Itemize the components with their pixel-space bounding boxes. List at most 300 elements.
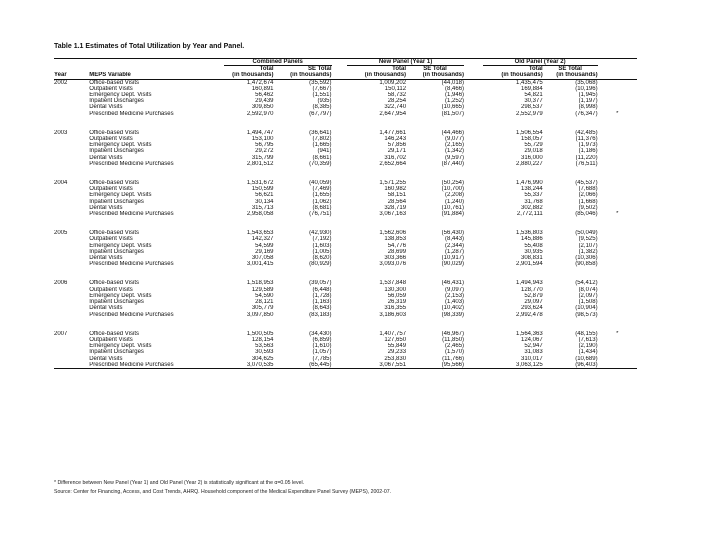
combined-se-cell: (39,057) [309, 280, 332, 287]
old-total-cell: 2,772,111 [516, 211, 543, 218]
old-se-cell: (1,434) [578, 349, 598, 356]
old-total-cell: 1,506,554 [516, 129, 543, 136]
variable-name: Prescribed Medicine Purchases [89, 211, 174, 218]
old-total-cell: 1,494,943 [516, 280, 543, 287]
combined-se-cell: (8,385) [312, 104, 332, 111]
new-se-cell: (46,967) [441, 330, 465, 337]
variable-name: Outpatient Visits [89, 236, 133, 243]
old-se-cell: (96,403) [543, 362, 598, 369]
new-se-cell: (46,431) [441, 280, 465, 287]
old-total-cell: 302,882 [521, 204, 543, 211]
old-se-cell: (98,573) [575, 311, 598, 318]
combined-se-cell: (1,163) [312, 299, 332, 306]
variable-name: Inpatient Discharges [89, 198, 144, 205]
new-total-cell: 58,151 [387, 192, 407, 199]
significance-marker [598, 362, 637, 369]
combined-se-cell: (40,059) [309, 180, 332, 187]
year-gap [54, 267, 637, 280]
col-header-unit: (in thousands) [483, 72, 543, 79]
combined-total-cell: 56,621 [255, 192, 274, 199]
combined-total-cell: 305,779 [251, 305, 274, 312]
old-se-cell: (10,306) [575, 255, 598, 262]
combined-total-cell: 56,795 [255, 142, 274, 149]
combined-se-cell: (7,785) [312, 355, 332, 362]
old-total-cell: 29,018 [524, 148, 543, 155]
new-se-cell: (9,077) [445, 136, 465, 143]
old-se-cell: (50,049) [575, 230, 598, 237]
year-gap [54, 318, 637, 331]
combined-se-cell: (1,057) [312, 349, 332, 356]
old-se-cell: (11,220) [575, 154, 598, 161]
old-se-cell: (10,196) [575, 85, 598, 92]
col-header-se-total: SE Total [423, 66, 447, 73]
variable-name: Emergency Dept. Visits [89, 343, 152, 350]
new-total-cell: 1,009,202 [379, 79, 407, 86]
old-se-cell: (10,904) [575, 305, 598, 312]
col-header-se-total: SE Total [307, 66, 332, 73]
combined-total-cell: 142,327 [251, 236, 274, 243]
combined-total-cell: 307,058 [251, 255, 274, 262]
utilization-table [54, 58, 637, 369]
new-se-cell: (10,700) [441, 186, 465, 193]
variable-name: Office-based Visits [89, 280, 140, 287]
variable-name: Prescribed Medicine Purchases [89, 160, 174, 167]
col-header-total: Total [259, 66, 274, 73]
new-se-cell: (10,402) [441, 305, 465, 312]
new-total-cell: 29,233 [387, 349, 407, 356]
variable-name: Emergency Dept. Visits [89, 142, 152, 149]
new-total-cell: 28,699 [387, 248, 407, 255]
new-se-cell: (1,287) [445, 248, 465, 255]
old-total-cell: 2,552,979 [516, 110, 543, 117]
new-total-cell: 26,319 [387, 299, 407, 306]
combined-se-cell: (36,641) [309, 129, 332, 136]
new-total-cell: 322,740 [384, 104, 407, 111]
old-total-cell: 1,536,803 [516, 230, 543, 237]
variable-name: Emergency Dept. Visits [89, 242, 152, 249]
new-se-cell: (87,440) [441, 160, 465, 167]
new-total-cell: 1,571,255 [379, 180, 407, 187]
variable-name: Outpatient Visits [89, 136, 133, 143]
old-total-cell: 158,057 [521, 136, 543, 143]
col-header-total: Total [528, 66, 543, 73]
table-row [54, 79, 637, 86]
new-total-cell: 28,564 [387, 198, 407, 205]
old-total-cell: 169,884 [521, 85, 543, 92]
variable-name: Dental Visits [89, 104, 123, 111]
new-total-cell: 328,719 [384, 204, 407, 211]
variable-name: Office-based Visits [89, 129, 140, 136]
year-label: 2005 [54, 230, 68, 237]
old-se-cell: (2,190) [578, 343, 598, 350]
year-gap [54, 117, 637, 130]
year-gap [54, 217, 637, 230]
combined-total-cell: 1,518,953 [246, 280, 274, 287]
table-row [54, 362, 637, 369]
combined-se-cell: (8,643) [312, 305, 332, 312]
variable-name: Outpatient Visits [89, 286, 133, 293]
old-total-cell: 31,083 [524, 349, 543, 356]
combined-se-cell: (1,005) [312, 248, 332, 255]
combined-total-cell: 1,494,747 [246, 129, 274, 136]
combined-se-cell: (6,859) [312, 336, 332, 343]
combined-se-cell: (67,797) [309, 110, 332, 117]
spacer-cell [54, 167, 637, 180]
old-se-cell: (8,074) [578, 286, 598, 293]
significance-footnote: * Difference between New Panel (Year 1) and Old Panel (Year 2) is statistically significant at the α=0.05 level. [54, 480, 305, 486]
combined-se-cell: (76,751) [309, 211, 332, 218]
variable-name: Inpatient Discharges [89, 148, 144, 155]
new-se-cell: (11,850) [442, 336, 465, 343]
new-total-cell: 130,300 [384, 286, 407, 293]
new-total-cell: 58,732 [387, 92, 407, 99]
combined-total-cell: 129,589 [251, 286, 274, 293]
col-header-unit: (in thousands) [543, 72, 598, 79]
source-note: Source: Center for Financing, Access, and Cost Trends, AHRQ. Household component of the Medical Expenditure Panel Survey (MEPS), 2002-07. [54, 489, 392, 495]
combined-total-cell: 53,563 [255, 343, 274, 350]
new-total-cell: 316,355 [384, 305, 407, 312]
old-total-cell: 31,768 [524, 198, 543, 205]
new-se-cell: (2,153) [445, 292, 465, 299]
new-se-cell: (2,344) [445, 242, 465, 249]
old-se-cell: (9,502) [578, 204, 598, 211]
combined-se-cell: (1,603) [312, 242, 332, 249]
new-total-cell: 138,853 [384, 236, 407, 243]
table-body [54, 79, 637, 368]
spacer-cell [464, 362, 483, 369]
new-se-cell: (90,029) [441, 261, 465, 268]
new-se-cell: (1,252) [445, 98, 465, 105]
spacer-cell [332, 362, 348, 369]
combined-total-cell: 28,121 [255, 299, 274, 306]
old-se-cell: (7,613) [578, 336, 598, 343]
combined-total-cell: 153,100 [251, 136, 274, 143]
combined-se-cell: (34,430) [309, 330, 332, 337]
combined-total-cell: 3,070,535 [224, 362, 274, 369]
significance-marker [598, 79, 637, 86]
old-se-cell: (1,197) [578, 98, 598, 105]
variable-name: Prescribed Medicine Purchases [89, 261, 174, 268]
panel-header-new: New Panel (Year 1) [347, 59, 464, 66]
new-se-cell: (10,761) [441, 204, 465, 211]
combined-se-cell: (1,655) [312, 192, 332, 199]
new-se-cell: (8,443) [445, 236, 465, 243]
old-se-cell: (2,097) [578, 292, 598, 299]
combined-total-cell: 54,599 [255, 242, 274, 249]
new-total-cell: 150,112 [384, 85, 407, 92]
variable-name: Inpatient Discharges [89, 299, 144, 306]
old-se-cell: (7,688) [578, 186, 598, 193]
variable-name: Inpatient Discharges [89, 248, 144, 255]
old-total-cell: 30,377 [524, 98, 543, 105]
combined-se-cell: (935) [317, 98, 332, 105]
panel-header-combined: Combined Panels [224, 59, 332, 66]
col-header-se-total: SE Total [558, 66, 582, 73]
variable-name: Dental Visits [89, 305, 123, 312]
combined-total-cell: 30,593 [255, 349, 274, 356]
old-se-cell: (1,186) [578, 148, 598, 155]
new-se-cell: (44,466) [441, 129, 465, 136]
combined-total-cell: 2,958,058 [246, 211, 274, 218]
combined-total-cell: 1,531,672 [246, 180, 274, 187]
new-total-cell: 316,702 [384, 154, 407, 161]
old-se-cell: (1,382) [578, 248, 598, 255]
col-header-unit: (in thousands) [406, 72, 464, 79]
new-se-cell: (10,665) [441, 104, 465, 111]
table-title: Table 1.1 Estimates of Total Utilization by Year and Panel. [54, 43, 245, 50]
old-se-cell: (42,485) [575, 129, 598, 136]
new-se-cell: (95,566) [406, 362, 464, 369]
old-total-cell: 1,564,363 [516, 330, 543, 337]
new-total-cell: 1,537,848 [379, 280, 407, 287]
new-se-cell: (91,884) [441, 211, 465, 218]
new-total-cell: 55,849 [387, 343, 407, 350]
col-header-unit: (in thousands) [224, 72, 274, 79]
new-se-cell: (1,946) [445, 92, 465, 99]
old-se-cell: (76,347) [575, 110, 598, 117]
old-total-cell: 2,992,478 [516, 311, 543, 318]
combined-total-cell: 160,891 [251, 85, 274, 92]
combined-se-cell: (7,192) [312, 236, 332, 243]
combined-se-cell: (70,359) [309, 160, 332, 167]
combined-total-cell: 3,097,850 [246, 311, 274, 318]
old-se-cell: (11,376) [575, 136, 598, 143]
old-se-cell: (90,858) [575, 261, 598, 268]
old-total-cell: 1,435,475 [516, 79, 543, 86]
combined-total-cell: 128,154 [251, 336, 274, 343]
spacer-cell [54, 117, 637, 130]
combined-total-cell: 150,599 [251, 186, 274, 193]
year-label: 2003 [54, 129, 68, 136]
combined-se-cell: (941) [317, 148, 332, 155]
new-se-cell: (44,018) [441, 79, 465, 86]
new-total-cell: 303,366 [384, 255, 407, 262]
variable-name: Office-based Visits [89, 180, 140, 187]
old-se-cell: (9,525) [578, 236, 598, 243]
combined-se-cell: (8,661) [312, 154, 332, 161]
combined-se-cell: (7,802) [312, 136, 332, 143]
variable-name: Emergency Dept. Visits [89, 92, 152, 99]
combined-se-cell: (8,681) [312, 204, 332, 211]
new-se-cell: (2,208) [445, 192, 465, 199]
new-total-cell: 160,982 [384, 186, 407, 193]
old-se-cell: (1,508) [578, 299, 598, 306]
new-total-cell: 57,856 [387, 142, 407, 149]
new-total-cell: 253,830 [384, 355, 407, 362]
empty-cell [54, 362, 89, 369]
variable-name: Dental Visits [89, 204, 123, 211]
new-se-cell: (1,342) [445, 148, 465, 155]
new-total-cell: 3,067,551 [347, 362, 406, 369]
combined-se-cell: (1,665) [312, 142, 332, 149]
combined-total-cell: 29,169 [255, 248, 274, 255]
old-total-cell: 316,000 [521, 154, 543, 161]
new-se-cell: (10,917) [441, 255, 465, 262]
year-label: 2007 [54, 330, 68, 337]
col-header-variable: MEPS Variable [89, 72, 224, 79]
year-label: 2006 [54, 280, 68, 287]
spacer-cell [54, 318, 637, 331]
variable-name: Emergency Dept. Visits [89, 292, 152, 299]
combined-total-cell: 29,439 [255, 98, 274, 105]
combined-se-cell: (65,445) [274, 362, 332, 369]
col-header-year: Year [54, 72, 89, 79]
col-header-total: Total [392, 66, 407, 73]
combined-se-cell: (6,448) [312, 286, 332, 293]
combined-total-cell: 29,272 [255, 148, 274, 155]
old-total-cell: 55,408 [524, 242, 543, 249]
old-se-cell: (35,068) [575, 79, 598, 86]
old-total-cell: 52,879 [524, 292, 543, 299]
old-total-cell: 54,821 [524, 92, 543, 99]
variable-name: Outpatient Visits [89, 336, 133, 343]
old-total-cell: 310,017 [521, 355, 543, 362]
old-total-cell: 30,935 [524, 248, 543, 255]
combined-total-cell: 30,134 [255, 198, 274, 205]
new-se-cell: (9,597) [445, 154, 465, 161]
old-se-cell: (1,668) [578, 198, 598, 205]
combined-se-cell: (8,620) [312, 255, 332, 262]
old-se-cell: (10,689) [575, 355, 598, 362]
new-se-cell: (2,165) [445, 142, 465, 149]
col-header-unit: (in thousands) [347, 72, 406, 79]
old-total-cell: 293,624 [521, 305, 543, 312]
new-se-cell: (2,465) [445, 343, 465, 350]
combined-se-cell: (42,930) [309, 230, 332, 237]
combined-se-cell: (7,469) [312, 186, 332, 193]
new-total-cell: 127,650 [384, 336, 407, 343]
combined-se-cell: (1,551) [312, 92, 332, 99]
combined-total-cell: 54,590 [255, 292, 274, 299]
new-total-cell: 1,562,606 [379, 230, 407, 237]
combined-total-cell: 1,543,653 [246, 230, 274, 237]
new-se-cell: (11,766) [442, 355, 465, 362]
combined-total-cell: 304,625 [251, 355, 274, 362]
col-header-unit: (in thousands) [274, 72, 332, 79]
old-se-cell: (85,046) [575, 211, 598, 218]
old-se-cell: (8,998) [578, 104, 598, 111]
spacer-cell [464, 79, 483, 86]
variable-name: Outpatient Visits [89, 85, 133, 92]
new-total-cell: 54,776 [387, 242, 407, 249]
combined-se-cell: (35,592) [309, 79, 332, 86]
variable-name: Prescribed Medicine Purchases [89, 110, 174, 117]
variable-name: Outpatient Visits [89, 186, 133, 193]
new-se-cell: (50,254) [441, 180, 465, 187]
new-total-cell: 29,171 [387, 148, 407, 155]
combined-total-cell: 1,472,674 [246, 79, 274, 86]
new-total-cell: 146,243 [384, 136, 407, 143]
variable-name: Dental Visits [89, 355, 123, 362]
combined-total-cell: 1,500,505 [246, 330, 274, 337]
significance-marker: * [616, 110, 619, 117]
combined-total-cell: 309,850 [251, 104, 274, 111]
new-total-cell: 3,186,603 [379, 311, 407, 318]
variable-name: Office-based Visits [89, 230, 140, 237]
variable-name: Dental Visits [89, 154, 123, 161]
new-total-cell: 1,477,661 [379, 129, 407, 136]
old-se-cell: (1,973) [578, 142, 598, 149]
old-total-cell: 55,729 [524, 142, 543, 149]
variable-name: Emergency Dept. Visits [89, 192, 152, 199]
spacer-cell [54, 267, 637, 280]
year-gap [54, 167, 637, 180]
new-total-cell: 3,093,076 [379, 261, 407, 268]
new-se-cell: (56,430) [441, 230, 465, 237]
old-total-cell: 298,537 [521, 104, 543, 111]
old-se-cell: (45,537) [575, 180, 598, 187]
new-se-cell: (1,570) [445, 349, 465, 356]
old-se-cell: (2,066) [578, 192, 598, 199]
significance-marker: * [616, 211, 619, 218]
new-total-cell: 56,059 [387, 292, 407, 299]
old-total-cell: 3,063,125 [483, 362, 543, 369]
old-total-cell: 1,476,990 [516, 180, 543, 187]
old-se-cell: (54,412) [575, 280, 598, 287]
year-label: 2002 [54, 79, 68, 86]
old-total-cell: 145,886 [521, 236, 543, 243]
variable-name: Inpatient Discharges [89, 98, 144, 105]
combined-se-cell: (83,183) [309, 311, 332, 318]
new-total-cell: 2,652,664 [379, 160, 407, 167]
spacer-cell [332, 79, 348, 86]
new-se-cell: (8,466) [445, 85, 465, 92]
combined-total-cell: 315,799 [251, 154, 274, 161]
old-total-cell: 128,770 [521, 286, 543, 293]
combined-total-cell: 315,713 [251, 204, 274, 211]
combined-se-cell: (1,728) [312, 292, 332, 299]
new-total-cell: 1,407,757 [379, 330, 407, 337]
old-se-cell: (2,107) [578, 242, 598, 249]
old-se-cell: (76,511) [575, 160, 598, 167]
old-total-cell: 2,901,594 [516, 261, 543, 268]
year-label: 2004 [54, 180, 68, 187]
new-se-cell: (98,339) [441, 311, 465, 318]
combined-se-cell: (80,929) [309, 261, 332, 268]
variable-name: Dental Visits [89, 255, 123, 262]
variable-name: Prescribed Medicine Purchases [89, 311, 174, 318]
new-total-cell: 28,254 [387, 98, 407, 105]
new-total-cell: 3,067,163 [379, 211, 407, 218]
combined-se-cell: (1,062) [312, 198, 332, 205]
old-total-cell: 29,097 [524, 299, 543, 306]
combined-se-cell: (1,610) [312, 343, 332, 350]
new-se-cell: (1,403) [445, 299, 465, 306]
new-total-cell: 2,647,954 [379, 110, 407, 117]
panel-header-old: Old Panel (Year 2) [483, 59, 598, 66]
combined-total-cell: 2,592,970 [246, 110, 274, 117]
variable-name: Prescribed Medicine Purchases [89, 362, 224, 369]
variable-name: Inpatient Discharges [89, 349, 144, 356]
old-total-cell: 55,337 [524, 192, 543, 199]
new-se-cell: (1,240) [445, 198, 465, 205]
new-se-cell: (81,507) [441, 110, 465, 117]
old-total-cell: 138,244 [521, 186, 543, 193]
old-total-cell: 124,067 [521, 336, 543, 343]
old-se-cell: (48,155) [575, 330, 598, 337]
new-se-cell: (9,097) [445, 286, 465, 293]
old-total-cell: 2,880,227 [516, 160, 543, 167]
combined-total-cell: 2,801,512 [246, 160, 274, 167]
old-se-cell: (1,945) [578, 92, 598, 99]
significance-marker: * [616, 330, 619, 337]
old-total-cell: 308,831 [521, 255, 543, 262]
old-total-cell: 52,947 [524, 343, 543, 350]
combined-se-cell: (7,667) [312, 85, 332, 92]
combined-total-cell: 3,001,415 [246, 261, 274, 268]
combined-total-cell: 56,462 [255, 92, 274, 99]
variable-name: Office-based Visits [89, 79, 140, 86]
